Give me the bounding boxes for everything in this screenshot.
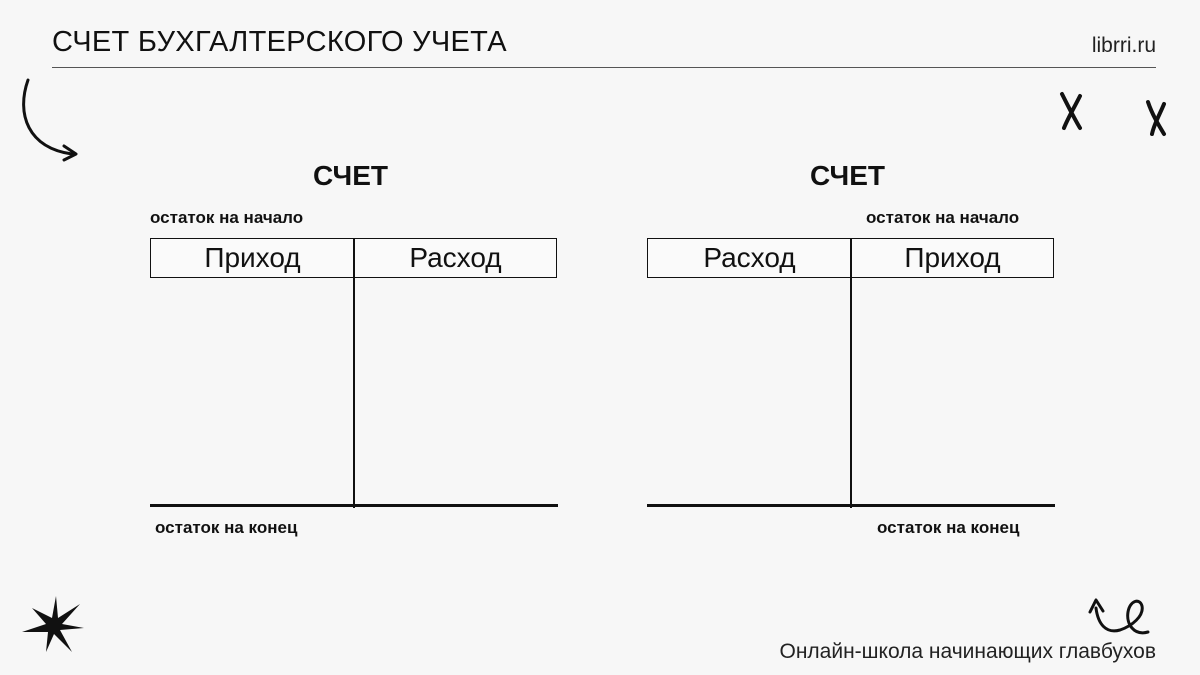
- loop-arrow-icon: [1086, 594, 1152, 644]
- curved-arrow-icon: [14, 74, 86, 166]
- starburst-icon: [20, 594, 86, 654]
- closing-balance-label: остаток на конец: [155, 518, 298, 537]
- opening-balance-label: остаток на начало: [150, 208, 304, 227]
- opening-balance-label: остаток на начало: [866, 208, 1020, 227]
- site-url: librri.ru: [1091, 34, 1156, 57]
- account-divider-line: [353, 238, 355, 508]
- account-bottom-line: [647, 504, 1055, 507]
- left-column-header: Расход: [647, 238, 852, 278]
- page-title: СЧЕТ БУХГАЛТЕРСКОГО УЧЕТА: [52, 26, 507, 58]
- right-column-header: Расход: [354, 238, 557, 278]
- right-column-header: Приход: [851, 238, 1054, 278]
- cross-mark-icon: [1056, 90, 1088, 132]
- account-divider-line: [850, 238, 852, 508]
- footer-school-name: Онлайн-школа начинающих главбухов: [779, 640, 1156, 663]
- account-bottom-line: [150, 504, 558, 507]
- cross-mark-icon: [1142, 98, 1172, 138]
- closing-balance-label: остаток на конец: [877, 518, 1020, 537]
- account-title: СЧЕТ: [313, 160, 388, 191]
- left-column-header: Приход: [150, 238, 355, 278]
- header-divider: [52, 67, 1156, 68]
- account-title: СЧЕТ: [810, 160, 885, 191]
